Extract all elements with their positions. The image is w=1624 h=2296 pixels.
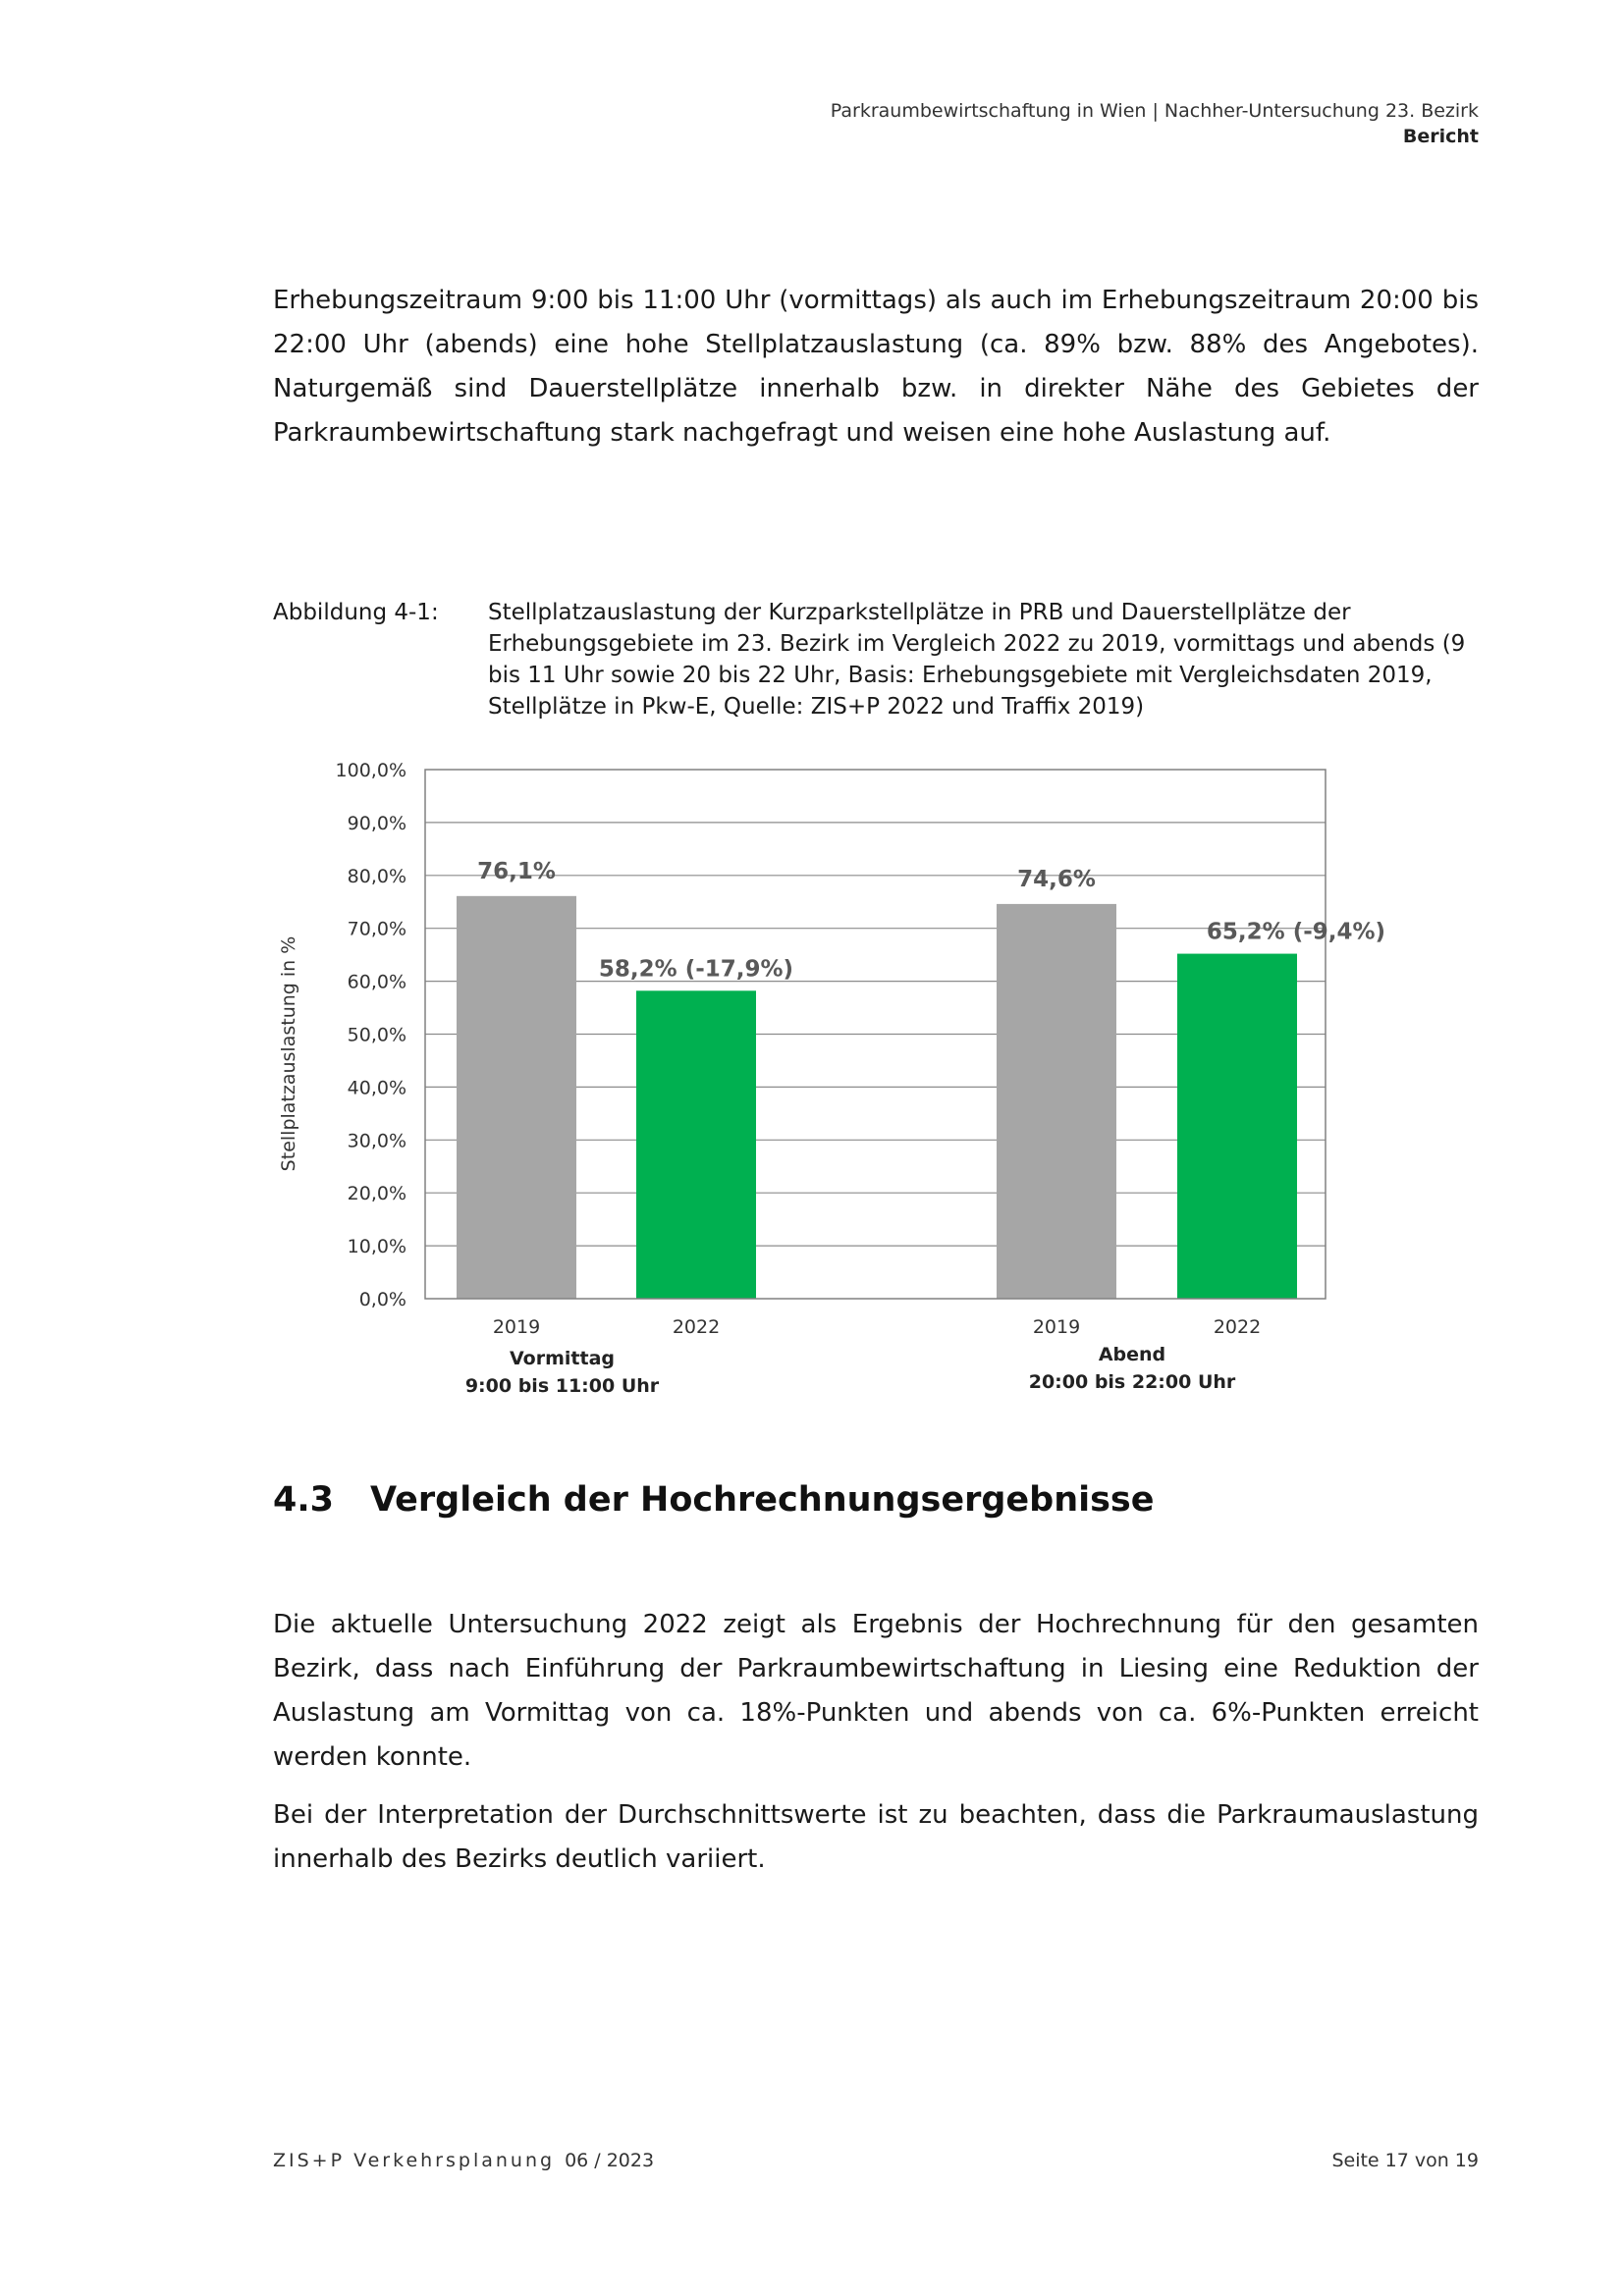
group-label: Abend bbox=[1098, 1344, 1166, 1365]
section-number: 4.3 bbox=[273, 1480, 335, 1520]
y-tick-label: 60,0% bbox=[347, 971, 406, 993]
chart-y-ticks bbox=[336, 760, 406, 1310]
data-label: 58,2% (-17,9%) bbox=[598, 956, 794, 983]
y-tick-label: 70,0% bbox=[347, 918, 406, 940]
y-tick-label: 30,0% bbox=[347, 1130, 406, 1152]
bar-abend-2022 bbox=[1177, 954, 1297, 1299]
y-tick-label: 50,0% bbox=[347, 1024, 406, 1046]
section-heading bbox=[273, 1480, 1155, 1520]
section-title: Vergleich der Hochrechnungsergebnisse bbox=[370, 1480, 1155, 1520]
bar-chart bbox=[265, 746, 1386, 1414]
header-subtitle: Bericht bbox=[1402, 126, 1479, 147]
data-label: 74,6% bbox=[1017, 866, 1096, 892]
data-label: 76,1% bbox=[477, 858, 556, 884]
bar-vormittag-2019 bbox=[457, 896, 576, 1299]
y-tick-label: 40,0% bbox=[347, 1077, 406, 1099]
data-label: 65,2% (-9,4%) bbox=[1206, 919, 1386, 945]
body-paragraph-2: Bei der Interpretation der Durchschnittswerte ist zu beachten, dass die Parkraumauslastung innerhalb des Bezirks deutlich variiert. bbox=[273, 1800, 1479, 1874]
footer-page-number: Seite 17 von 19 bbox=[1331, 2150, 1479, 2171]
y-tick-label: 90,0% bbox=[347, 812, 406, 834]
group-sublabel: 9:00 bis 11:00 Uhr bbox=[464, 1375, 660, 1397]
body-paragraph-1: Die aktuelle Untersuchung 2022 zeigt als Ergebnis der Hochrechnung für den gesamten Bezirk, dass nach Einführung der Parkraumbewirtschaftung in Liesing eine Reduktion der Auslastung am Vormittag von ca. 18%-Punkten und abends von ca. 6%-Punkten erreicht werden konnte. bbox=[273, 1610, 1479, 1772]
header-title: Parkraumbewirtschaftung in Wien | Nachher-Untersuchung 23. Bezirk bbox=[830, 100, 1479, 122]
chart-bars bbox=[457, 896, 1297, 1299]
bar-vormittag-2022 bbox=[636, 990, 756, 1299]
page-header bbox=[831, 98, 1479, 149]
y-tick-label: 20,0% bbox=[347, 1183, 406, 1205]
group-label: Vormittag bbox=[510, 1348, 615, 1369]
x-category-label: 2019 bbox=[492, 1316, 541, 1338]
y-tick-label: 80,0% bbox=[347, 865, 406, 887]
footer-date: 06 / 2023 bbox=[565, 2150, 655, 2171]
figure-label: Abbildung 4-1: bbox=[273, 600, 439, 625]
y-tick-label: 10,0% bbox=[347, 1236, 406, 1258]
x-category-label: 2022 bbox=[1213, 1316, 1262, 1338]
footer-left bbox=[273, 2150, 654, 2171]
x-category-label: 2019 bbox=[1032, 1316, 1081, 1338]
y-tick-label: 0,0% bbox=[358, 1289, 406, 1310]
y-axis-label: Stellplatzauslastung in % bbox=[278, 935, 299, 1172]
chart-x-labels bbox=[465, 1316, 1261, 1397]
x-category-label: 2022 bbox=[672, 1316, 721, 1338]
group-sublabel: 20:00 bis 22:00 Uhr bbox=[1028, 1371, 1236, 1393]
intro-paragraph: Erhebungszeitraum 9:00 bis 11:00 Uhr (vormittags) als auch im Erhebungszeitraum 20:00 bis 22:00 Uhr (abends) eine hohe Stellplatzauslastung (ca. 89% bzw. 88% des Angebotes). Naturgemäß sind Dauerstellplätze innerhalb bzw. in direkter Nähe des Gebietes der Parkraumbewirtschaftung stark nachgefragt und weisen eine hohe Auslastung auf. bbox=[273, 286, 1479, 448]
figure-caption-text: Stellplatzauslastung der Kurzparkstellplätze in PRB und Dauerstellplätze der Erhebungsgebiete im 23. Bezirk im Vergleich 2022 zu 2019, vormittags und abends (9 bis 11 Uhr sowie 20 bis 22 Uhr, Basis: Erhebungsgebiete mit Vergleichsdaten 2019, Stellplätze in Pkw-E, Quelle: ZIS+P 2022 und Traffix 2019) bbox=[488, 600, 1466, 720]
footer-org: ZIS+P Verkehrsplanung bbox=[273, 2150, 556, 2171]
y-tick-label: 100,0% bbox=[335, 760, 406, 781]
bar-abend-2019 bbox=[997, 904, 1116, 1299]
